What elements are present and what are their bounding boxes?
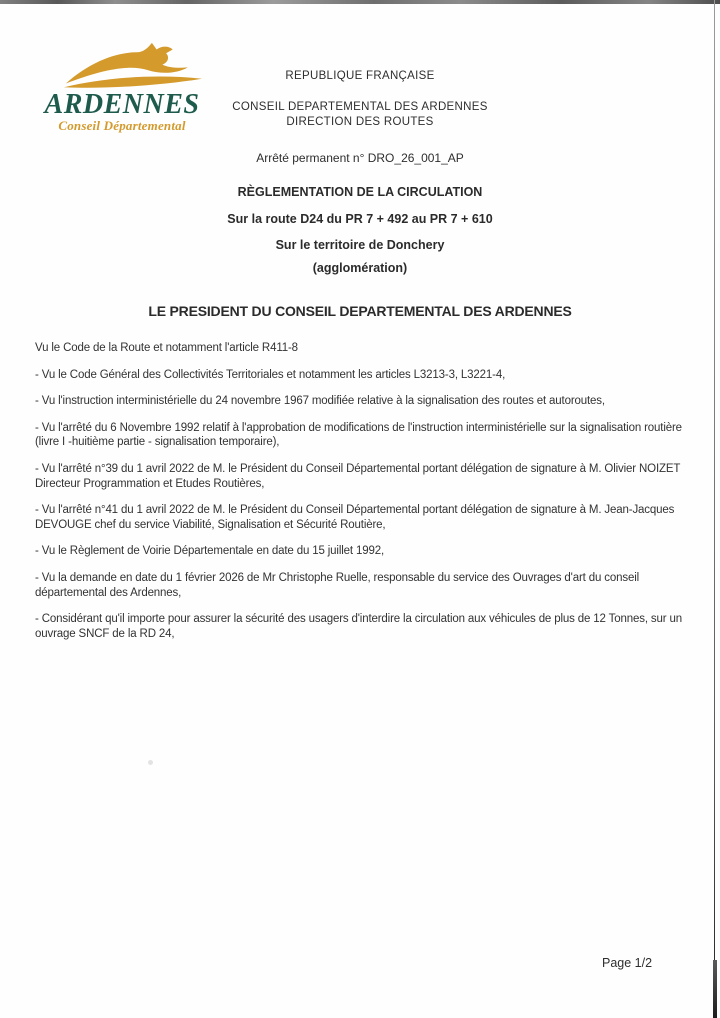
header-republic: REPUBLIQUE FRANÇAISE: [285, 70, 435, 82]
title-route: Sur la route D24 du PR 7 + 492 au PR 7 + 610: [227, 212, 493, 226]
page-number: Page 1/2: [602, 956, 653, 970]
header-council: CONSEIL DEPARTEMENTAL DES ARDENNES: [232, 101, 488, 113]
body-paragraph: - Vu le Code Général des Collectivités Territoriales et notamment les articles L3213-3, L3221-4,: [35, 368, 506, 381]
order-reference: Arrêté permanent n° DRO_26_001_AP: [256, 151, 464, 165]
logo-title: ARDENNES: [44, 89, 200, 120]
title-agglomeration: (agglomération): [312, 261, 408, 275]
scan-speck: [148, 760, 153, 765]
body-paragraph: - Vu l'arrêté du 6 Novembre 1992 relatif à l'approbation de modifications de l'instruction interministérielle sur la signalisation routière (livre I -huitième partie - signalisation temporaire),: [35, 421, 682, 449]
title-regulation: RÈGLEMENTATION DE LA CIRCULATION: [237, 185, 483, 199]
body-paragraphs: [35, 341, 689, 653]
body-paragraph: - Considérant qu'il importe pour assurer la sécurité des usagers d'interdire la circulation aux véhicules de plus de 12 Tonnes, sur un ouvrage SNCF de la RD 24,: [35, 613, 682, 640]
header-direction: DIRECTION DES ROUTES: [286, 116, 434, 128]
scan-edge-top: [0, 0, 720, 4]
body-paragraph: Vu le Code de la Route et notamment l'article R411-8: [35, 342, 298, 354]
boar-swoosh-icon: [58, 40, 208, 92]
body-paragraph: - Vu l'instruction interministérielle du 24 novembre 1967 modifiée relative à la signalisation des routes et autoroutes,: [35, 395, 605, 408]
body-paragraph: - Vu l'arrêté n°41 du 1 avril 2022 de M. le Président du Conseil Départemental portant délégation de signature à M. Jean-Jacques DEVOUGE chef du service Viabilité, Signalisation et Sécurité Routière,: [35, 504, 675, 531]
body-paragraph: - Vu le Règlement de Voirie Départementale en date du 15 juillet 1992,: [35, 545, 384, 558]
body-paragraph: - Vu l'arrêté n°39 du 1 avril 2022 de M. le Président du Conseil Départemental portant délégation de signature à M. Olivier NOIZET Directeur Programmation et Etudes Routières,: [35, 462, 681, 490]
body-paragraph: - Vu la demande en date du 1 février 2026 de Mr Christophe Ruelle, responsable du service des Ouvrages d'art du conseil départemental des Ardennes,: [35, 571, 639, 599]
logo-subtitle: Conseil Départemental: [58, 118, 186, 133]
scan-edge-right-bottom: [713, 960, 717, 1018]
title-territory: Sur le territoire de Donchery: [275, 238, 445, 252]
main-heading: LE PRESIDENT DU CONSEIL DEPARTEMENTAL DES ARDENNES: [148, 303, 572, 319]
